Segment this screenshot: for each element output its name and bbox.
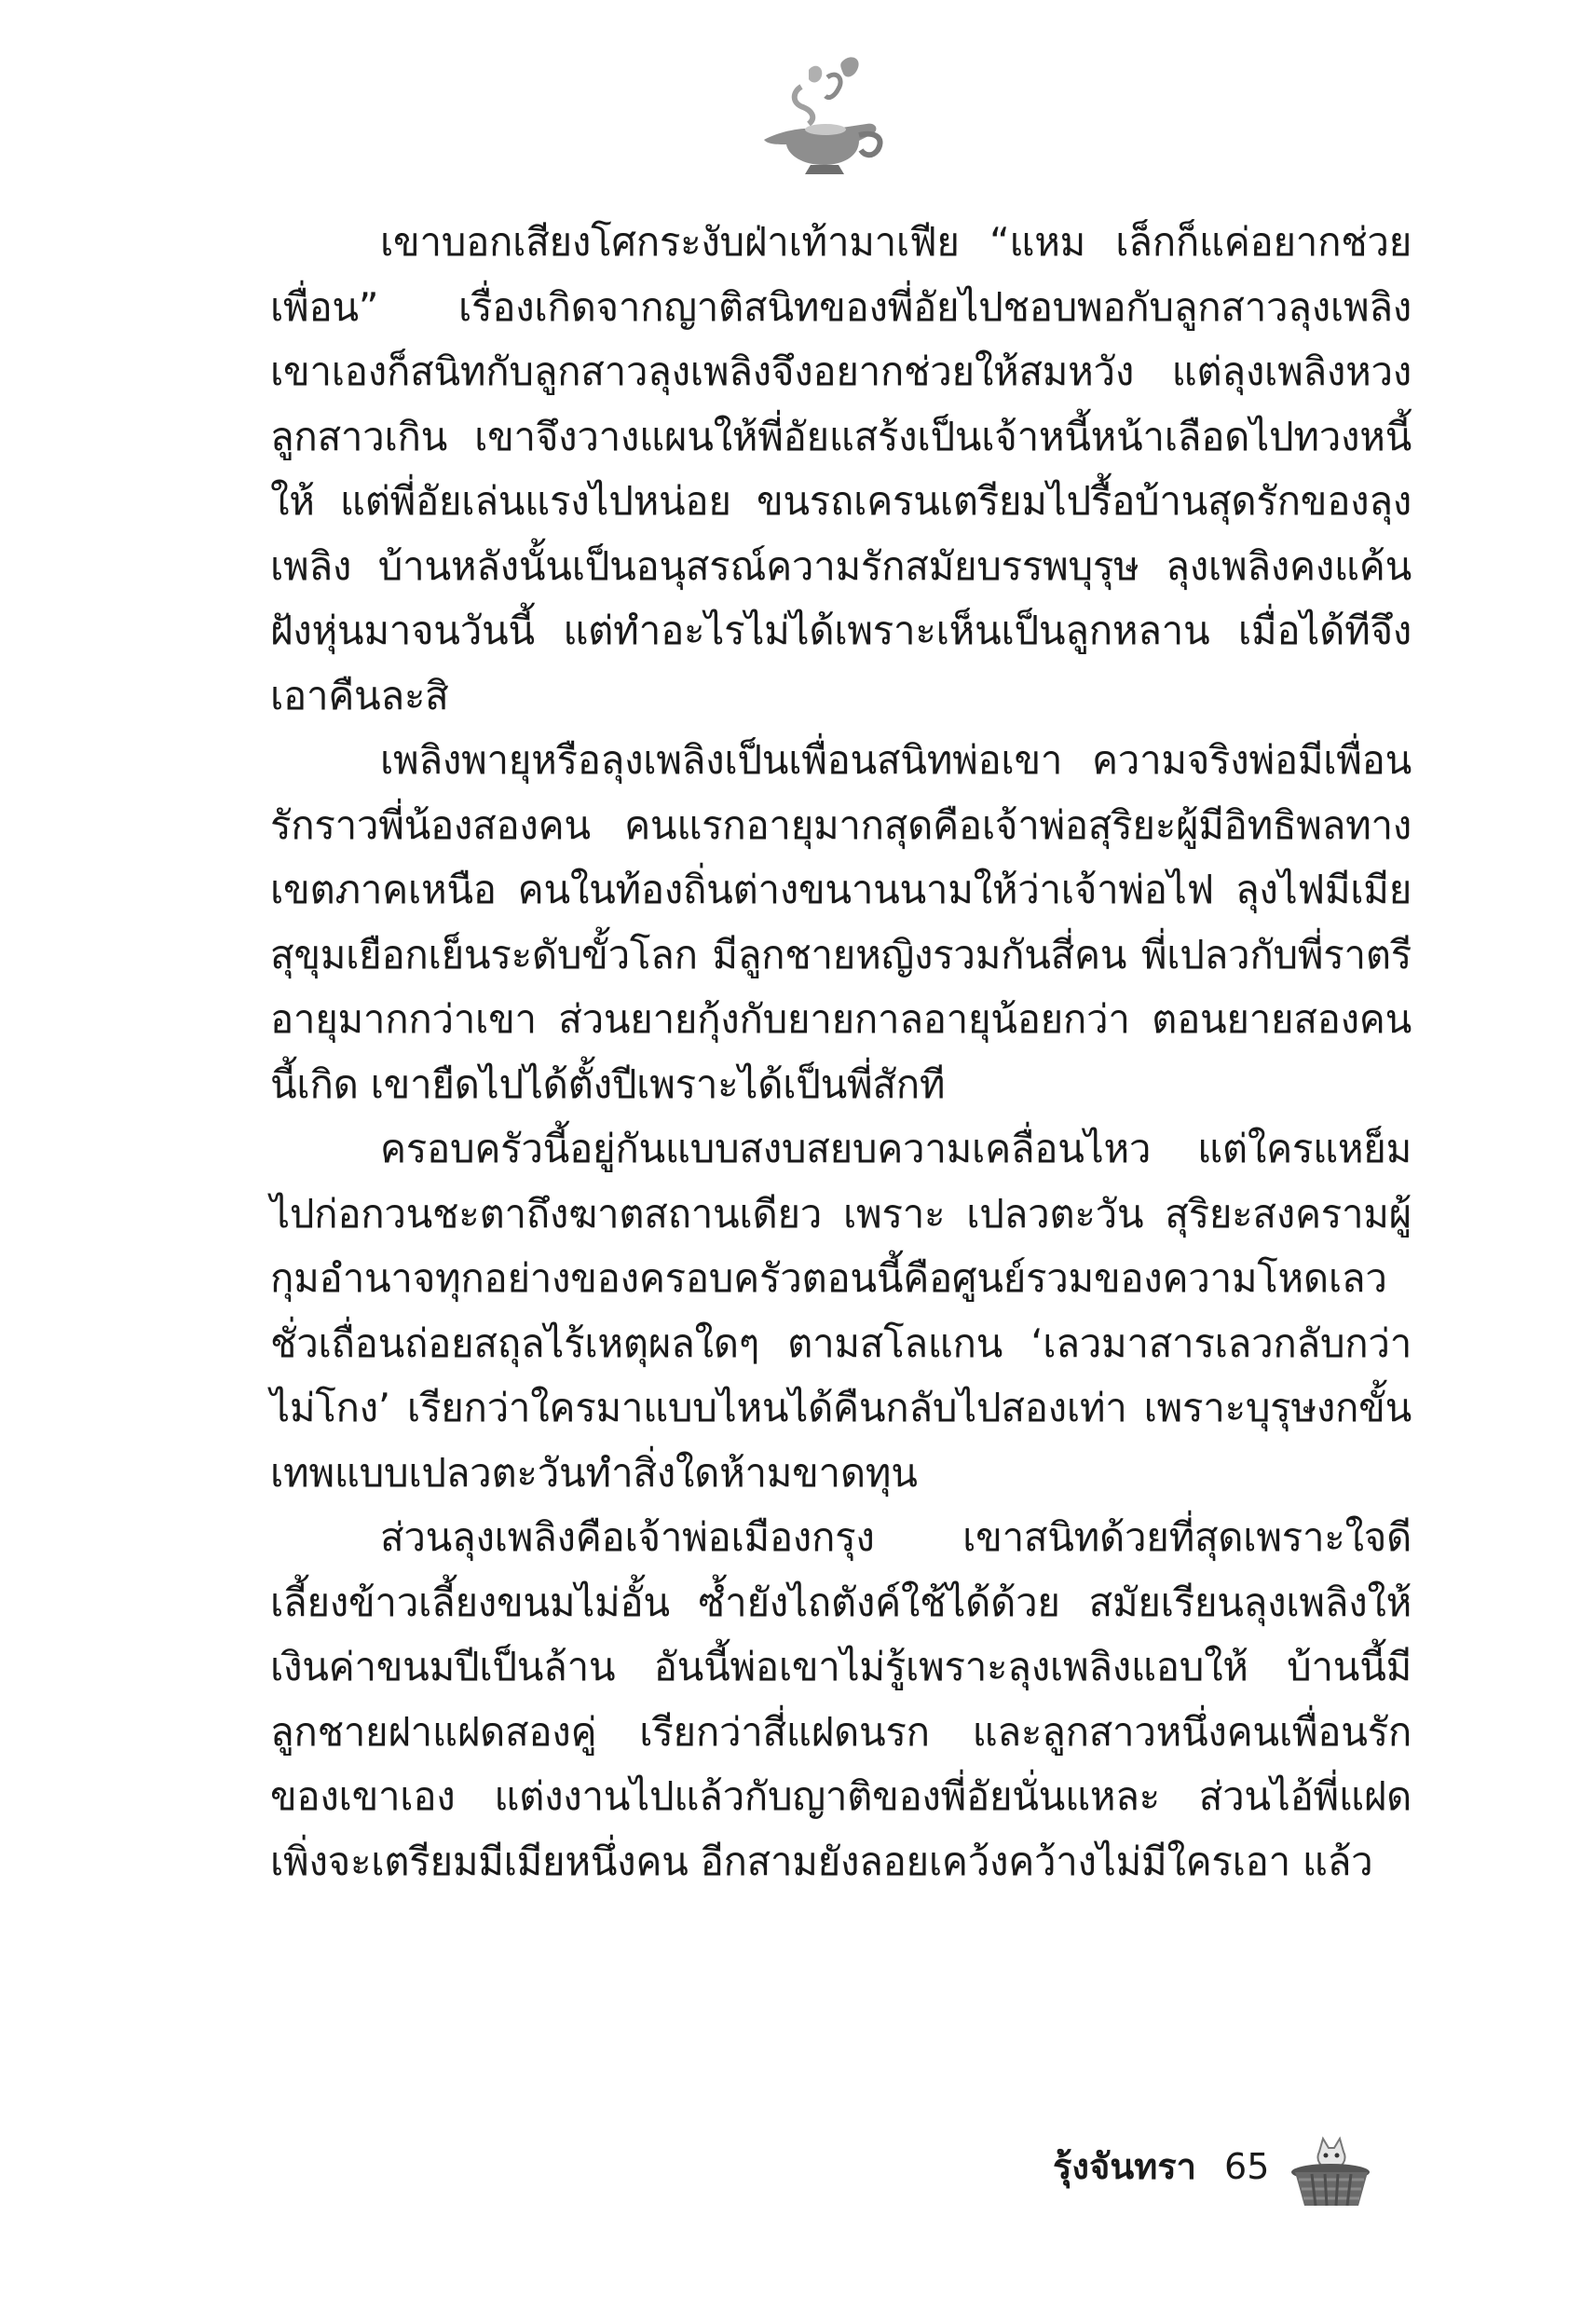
paragraph: เขาบอกเสียงโศกระงับฝ่าเท้ามาเฟีย “แหม เล็กก็แค่อยากช่วยเพื่อน” เรื่องเกิดจากญาติสนิทของพี่อัยไปชอบพอกับลูกสาวลุงเพลิง เขาเองก็สนิทกับลูกสาวลุงเพลิงจึงอยากช่วยให้สมหวัง แต่ลุงเพลิงหวงลูกสาวเกิน เขาจึงวางแผนให้พี่อัยแสร้งเป็นเจ้าหนี้หน้าเลือดไปทวงหนี้ให้ แต่พี่อัยเล่นแรงไปหน่อย ขนรถเครนเตรียมไปรื้อบ้านสุดรักของลุงเพลิง บ้านหลังนั้นเป็นอนุสรณ์ความรักสมัยบรรพบุรุษ ลุงเพลิงคงแค้นฝังหุ่นมาจนวันนี้ แต่ทำอะไรไม่ได้เพราะเห็นเป็นลูกหลาน เมื่อได้ทีจึงเอาคืนละสิ (270, 219, 1412, 718)
paragraph: เพลิงพายุหรือลุงเพลิงเป็นเพื่อนสนิทพ่อเขา ความจริงพ่อมีเพื่อนรักราวพี่น้องสองคน คนแรกอายุมากสุดคือเจ้าพ่อสุริยะผู้มีอิทธิพลทางเขตภาคเหนือ คนในท้องถิ่นต่างขนานนามให้ว่าเจ้าพ่อไฟ ลุงไฟมีเมียสุขุมเยือกเย็นระดับขั้วโลก มีลูกชายหญิงรวมกันสี่คน พี่เปลวกับพี่ราตรีอายุมากกว่าเขา ส่วนยายกุ้งกับยายกาลอายุน้อยกว่า ตอนยายสองคนนี้เกิด เขายืดไปได้ตั้งปีเพราะได้เป็นพี่สักที (270, 737, 1412, 1107)
page-footer (1053, 2120, 1377, 2213)
paragraph: ส่วนลุงเพลิงคือเจ้าพ่อเมืองกรุง เขาสนิทด้วยที่สุดเพราะใจดีเลี้ยงข้าวเลี้ยงขนมไม่อั้น ซ้ำยังไถตังค์ใช้ได้ด้วย สมัยเรียนลุงเพลิงให้เงินค่าขนมปีเป็นล้าน อันนี้พ่อเขาไม่รู้เพราะลุงเพลิงแอบให้ บ้านนี้มีลูกชายฝาแฝดสองคู่ เรียกว่าสี่แฝดนรก และลูกสาวหนึ่งคนเพื่อนรักของเขาเอง แต่งงานไปแล้วกับญาติของพี่อัยนั่นแหละ ส่วนไอ้พี่แฝดเพิ่งจะเตรียมมีเมียหนึ่งคน อีกสามยังลอยเคว้งคว้างไม่มีใครเอา แล้ว (270, 1514, 1412, 1884)
story-text (270, 210, 1412, 1894)
genie-lamp-icon (755, 51, 894, 177)
book-title: รุ้งจันทรา (1053, 2146, 1197, 2187)
page-number: 65 (1224, 2146, 1270, 2187)
paragraph: ครอบครัวนี้อยู่กันแบบสงบสยบความเคลื่อนไหว แต่ใครแหย็มไปก่อกวนชะตาถึงฆาตสถานเดียว เพราะ เปลวตะวัน สุริยะสงครามผู้กุมอำนาจทุกอย่างของครอบครัวตอนนี้คือศูนย์รวมของความโหดเลวชั่วเถื่อนถ่อยสถุลไร้เหตุผลใดๆ ตามสโลแกน ‘เลวมาสารเลวกลับกว่าไม่โกง’ เรียกว่าใครมาแบบไหนได้คืนกลับไปสองเท่า เพราะบุรุษงกขั้นเทพแบบเปลวตะวันทำสิ่งใดห้ามขาดทุน (270, 1126, 1412, 1496)
basket-cat-icon (1284, 2120, 1377, 2213)
